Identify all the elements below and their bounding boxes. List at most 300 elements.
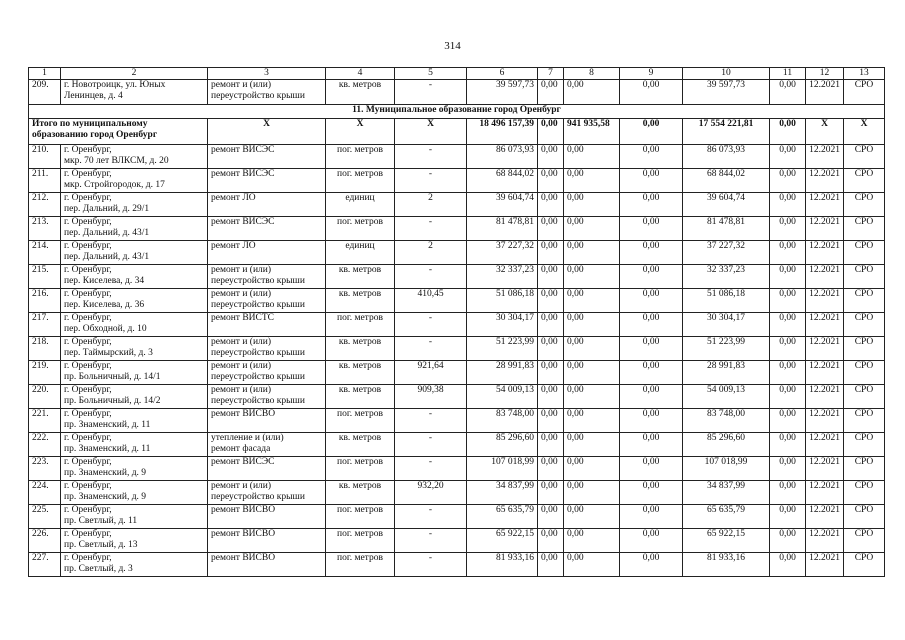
date-cell: 12.2021 xyxy=(806,80,844,105)
table-row xyxy=(29,241,885,265)
row-number-cell: 209. xyxy=(29,80,61,105)
address-cell xyxy=(61,145,208,169)
total-cell: X xyxy=(844,119,885,145)
address-line: г. Оренбург, xyxy=(64,145,112,155)
value-cell: 0,00 xyxy=(620,385,683,409)
value-cell: 0,00 xyxy=(538,169,564,193)
work-type-cell xyxy=(208,457,326,481)
work-type-line: ремонт ВИСТС xyxy=(211,313,275,323)
address-line: г. Оренбург, xyxy=(64,433,112,443)
table-row xyxy=(29,217,885,241)
value-cell: 0,00 xyxy=(620,241,683,265)
address-line: г. Оренбург, xyxy=(64,361,112,371)
total-cell: 0,00 xyxy=(770,119,806,145)
value-cell: 0,00 xyxy=(564,289,620,313)
method-cell: СРО xyxy=(844,265,885,289)
address-line: г. Оренбург, xyxy=(64,217,112,227)
work-type-line: переустройство крыши xyxy=(211,91,305,101)
table-row xyxy=(29,529,885,553)
cost-cell: 83 748,00 xyxy=(467,409,538,433)
unit-cell: единиц xyxy=(326,193,395,217)
value-cell: 0,00 xyxy=(770,529,806,553)
address-line: пр. Светлый, д. 3 xyxy=(64,564,133,574)
work-type-line: ремонт и (или) xyxy=(211,481,272,491)
total-cost-cell: 18 496 157,39 xyxy=(467,119,538,145)
address-line: пр. Знаменский, д. 9 xyxy=(64,492,147,502)
total-cost-cell: 83 748,00 xyxy=(683,409,770,433)
unit-cell: пог. метров xyxy=(326,217,395,241)
value-cell: 0,00 xyxy=(564,265,620,289)
work-type-line: переустройство крыши xyxy=(211,372,305,382)
address-cell xyxy=(61,409,208,433)
table-row xyxy=(29,337,885,361)
address-line: пер. Дальний, д. 43/1 xyxy=(64,228,150,238)
address-line: пер. Киселева, д. 34 xyxy=(64,276,145,286)
method-cell: СРО xyxy=(844,169,885,193)
quantity-cell: - xyxy=(395,80,467,105)
total-cost-cell: 30 304,17 xyxy=(683,313,770,337)
total-cell: X xyxy=(326,119,395,145)
value-cell: 0,00 xyxy=(620,289,683,313)
value-cell: 0,00 xyxy=(770,457,806,481)
value-cell: 0,00 xyxy=(620,409,683,433)
value-cell: 0,00 xyxy=(770,385,806,409)
unit-cell: пог. метров xyxy=(326,553,395,577)
work-type-cell xyxy=(208,169,326,193)
work-type-line: ремонт ВИСВО xyxy=(211,553,276,563)
total-cost-cell: 85 296,60 xyxy=(683,433,770,457)
cost-cell: 51 223,99 xyxy=(467,337,538,361)
work-type-cell xyxy=(208,361,326,385)
date-cell: 12.2021 xyxy=(806,385,844,409)
work-type-cell xyxy=(208,385,326,409)
address-line: пер. Таймырский, д. 3 xyxy=(64,348,153,358)
quantity-cell: - xyxy=(395,433,467,457)
column-number-cell: 8 xyxy=(564,68,620,80)
value-cell: 0,00 xyxy=(538,457,564,481)
work-type-line: ремонт ВИСВО xyxy=(211,505,276,515)
unit-cell: кв. метров xyxy=(326,337,395,361)
row-number-cell: 221. xyxy=(29,409,61,433)
address-line: пр. Светлый, д. 11 xyxy=(64,516,138,526)
address-cell xyxy=(61,481,208,505)
value-cell: 0,00 xyxy=(620,553,683,577)
unit-cell: пог. метров xyxy=(326,169,395,193)
value-cell: 0,00 xyxy=(620,265,683,289)
quantity-cell: - xyxy=(395,529,467,553)
unit-cell: пог. метров xyxy=(326,529,395,553)
total-cost-cell: 81 933,16 xyxy=(683,553,770,577)
work-type-line: переустройство крыши xyxy=(211,300,305,310)
value-cell: 0,00 xyxy=(620,337,683,361)
date-cell: 12.2021 xyxy=(806,529,844,553)
method-cell: СРО xyxy=(844,289,885,313)
row-number-cell: 224. xyxy=(29,481,61,505)
address-line: г. Оренбург, xyxy=(64,289,112,299)
work-type-cell xyxy=(208,433,326,457)
total-cell: X xyxy=(395,119,467,145)
row-number-cell: 223. xyxy=(29,457,61,481)
row-number-cell: 214. xyxy=(29,241,61,265)
method-cell: СРО xyxy=(844,505,885,529)
unit-cell: кв. метров xyxy=(326,385,395,409)
repair-schedule-table xyxy=(28,67,885,577)
value-cell: 0,00 xyxy=(564,433,620,457)
address-line: г. Оренбург, xyxy=(64,481,112,491)
cost-cell: 34 837,99 xyxy=(467,481,538,505)
cost-cell: 51 086,18 xyxy=(467,289,538,313)
value-cell: 0,00 xyxy=(770,409,806,433)
address-cell xyxy=(61,505,208,529)
address-line: пр. Больничный, д. 14/2 xyxy=(64,396,161,406)
work-type-cell xyxy=(208,313,326,337)
unit-cell: пог. метров xyxy=(326,457,395,481)
table-row xyxy=(29,193,885,217)
row-number-cell: 216. xyxy=(29,289,61,313)
method-cell: СРО xyxy=(844,313,885,337)
value-cell: 0,00 xyxy=(770,80,806,105)
date-cell: 12.2021 xyxy=(806,313,844,337)
address-cell xyxy=(61,337,208,361)
date-cell: 12.2021 xyxy=(806,145,844,169)
address-line: пр. Светлый, д. 13 xyxy=(64,540,138,550)
column-number-cell: 6 xyxy=(467,68,538,80)
column-number-cell: 11 xyxy=(770,68,806,80)
cost-cell: 68 844,02 xyxy=(467,169,538,193)
value-cell: 0,00 xyxy=(620,481,683,505)
quantity-cell: - xyxy=(395,217,467,241)
quantity-cell: 909,38 xyxy=(395,385,467,409)
total-cost-cell: 86 073,93 xyxy=(683,145,770,169)
section-title: 11. Муниципальное образование город Оренбург xyxy=(29,105,885,119)
value-cell: 0,00 xyxy=(620,457,683,481)
column-number-cell: 1 xyxy=(29,68,61,80)
quantity-cell: - xyxy=(395,553,467,577)
page-number: 314 xyxy=(444,40,461,52)
date-cell: 12.2021 xyxy=(806,337,844,361)
address-line: пер. Дальний, д. 43/1 xyxy=(64,252,150,262)
row-number-cell: 218. xyxy=(29,337,61,361)
cost-cell: 81 478,81 xyxy=(467,217,538,241)
table-row xyxy=(29,313,885,337)
value-cell: 0,00 xyxy=(620,313,683,337)
work-type-line: ремонт и (или) xyxy=(211,289,272,299)
section-header-row xyxy=(29,105,885,119)
address-line: г. Оренбург, xyxy=(64,313,112,323)
value-cell: 0,00 xyxy=(538,529,564,553)
total-cell: X xyxy=(208,119,326,145)
quantity-cell: - xyxy=(395,409,467,433)
value-cell: 0,00 xyxy=(564,80,620,105)
work-type-cell xyxy=(208,409,326,433)
work-type-line: ремонт ЛО xyxy=(211,193,256,203)
unit-cell: кв. метров xyxy=(326,289,395,313)
address-line: г. Новотроицк, ул. Юных xyxy=(64,80,166,90)
value-cell: 0,00 xyxy=(770,289,806,313)
total-cost-cell: 65 922,15 xyxy=(683,529,770,553)
unit-cell: пог. метров xyxy=(326,313,395,337)
value-cell: 0,00 xyxy=(770,217,806,241)
address-line: пр. Знаменский, д. 11 xyxy=(64,444,151,454)
row-number-cell: 222. xyxy=(29,433,61,457)
value-cell: 0,00 xyxy=(538,553,564,577)
cost-cell: 30 304,17 xyxy=(467,313,538,337)
table-row xyxy=(29,457,885,481)
address-cell xyxy=(61,553,208,577)
quantity-cell: 2 xyxy=(395,193,467,217)
method-cell: СРО xyxy=(844,457,885,481)
date-cell: 12.2021 xyxy=(806,265,844,289)
date-cell: 12.2021 xyxy=(806,193,844,217)
value-cell: 0,00 xyxy=(538,193,564,217)
address-cell xyxy=(61,529,208,553)
work-type-line: ремонт ЛО xyxy=(211,241,256,251)
work-type-line: ремонт и (или) xyxy=(211,361,272,371)
column-number-cell: 3 xyxy=(208,68,326,80)
address-line: г. Оренбург, xyxy=(64,169,112,179)
value-cell: 0,00 xyxy=(564,505,620,529)
column-number-cell: 7 xyxy=(538,68,564,80)
work-type-line: переустройство крыши xyxy=(211,348,305,358)
column-number-cell: 12 xyxy=(806,68,844,80)
unit-cell: кв. метров xyxy=(326,265,395,289)
value-cell: 0,00 xyxy=(620,217,683,241)
address-line: г. Оренбург, xyxy=(64,337,112,347)
total-cost-cell: 51 086,18 xyxy=(683,289,770,313)
total-cost-cell: 37 227,32 xyxy=(683,241,770,265)
work-type-line: ремонт ВИСЭС xyxy=(211,217,275,227)
row-number-cell: 211. xyxy=(29,169,61,193)
value-cell: 0,00 xyxy=(538,337,564,361)
address-line: г. Оренбург, xyxy=(64,241,112,251)
value-cell: 0,00 xyxy=(538,385,564,409)
value-cell: 0,00 xyxy=(770,241,806,265)
value-cell: 0,00 xyxy=(620,169,683,193)
value-cell: 0,00 xyxy=(564,385,620,409)
cost-cell: 65 922,15 xyxy=(467,529,538,553)
value-cell: 0,00 xyxy=(564,457,620,481)
method-cell: СРО xyxy=(844,481,885,505)
address-line: пр. Больничный, д. 14/1 xyxy=(64,372,161,382)
value-cell: 0,00 xyxy=(564,193,620,217)
quantity-cell: 921,64 xyxy=(395,361,467,385)
value-cell: 0,00 xyxy=(770,433,806,457)
work-type-line: переустройство крыши xyxy=(211,276,305,286)
date-cell: 12.2021 xyxy=(806,217,844,241)
unit-cell: кв. метров xyxy=(326,80,395,105)
table-row xyxy=(29,361,885,385)
method-cell: СРО xyxy=(844,80,885,105)
method-cell: СРО xyxy=(844,241,885,265)
row-number-cell: 227. xyxy=(29,553,61,577)
value-cell: 0,00 xyxy=(620,145,683,169)
method-cell: СРО xyxy=(844,337,885,361)
total-label-line: Итого по муниципальному xyxy=(32,119,148,129)
value-cell: 0,00 xyxy=(564,337,620,361)
table-row xyxy=(29,169,885,193)
row-number-cell: 219. xyxy=(29,361,61,385)
row-number-cell: 226. xyxy=(29,529,61,553)
address-cell xyxy=(61,289,208,313)
work-type-line: ремонт и (или) xyxy=(211,80,272,90)
column-number-cell: 4 xyxy=(326,68,395,80)
total-cell: 941 935,58 xyxy=(564,119,620,145)
method-cell: СРО xyxy=(844,529,885,553)
value-cell: 0,00 xyxy=(770,313,806,337)
total-label-cell xyxy=(29,119,208,145)
work-type-line: переустройство крыши xyxy=(211,396,305,406)
address-line: пер. Киселева, д. 36 xyxy=(64,300,145,310)
quantity-cell: - xyxy=(395,505,467,529)
method-cell: СРО xyxy=(844,193,885,217)
value-cell: 0,00 xyxy=(620,433,683,457)
value-cell: 0,00 xyxy=(620,193,683,217)
address-line: г. Оренбург, xyxy=(64,193,112,203)
address-line: мкр. Стройгородок, д. 17 xyxy=(64,180,165,190)
method-cell: СРО xyxy=(844,553,885,577)
work-type-line: ремонт ВИСЭС xyxy=(211,457,275,467)
total-cell: 0,00 xyxy=(538,119,564,145)
cost-cell: 37 227,32 xyxy=(467,241,538,265)
table-row xyxy=(29,409,885,433)
address-cell xyxy=(61,217,208,241)
value-cell: 0,00 xyxy=(564,409,620,433)
work-type-cell xyxy=(208,481,326,505)
total-row xyxy=(29,119,885,145)
method-cell: СРО xyxy=(844,145,885,169)
row-number-cell: 217. xyxy=(29,313,61,337)
unit-cell: кв. метров xyxy=(326,481,395,505)
table-row xyxy=(29,385,885,409)
address-line: мкр. 70 лет ВЛКСМ, д. 20 xyxy=(64,156,169,166)
address-cell xyxy=(61,241,208,265)
cost-cell: 39 597,73 xyxy=(467,80,538,105)
value-cell: 0,00 xyxy=(538,241,564,265)
unit-cell: пог. метров xyxy=(326,145,395,169)
value-cell: 0,00 xyxy=(538,409,564,433)
value-cell: 0,00 xyxy=(770,145,806,169)
method-cell: СРО xyxy=(844,385,885,409)
quantity-cell: 932,20 xyxy=(395,481,467,505)
work-type-cell xyxy=(208,265,326,289)
total-cost-cell: 34 837,99 xyxy=(683,481,770,505)
date-cell: 12.2021 xyxy=(806,361,844,385)
method-cell: СРО xyxy=(844,409,885,433)
cost-cell: 32 337,23 xyxy=(467,265,538,289)
table-row xyxy=(29,265,885,289)
table-row xyxy=(29,505,885,529)
value-cell: 0,00 xyxy=(564,217,620,241)
work-type-line: ремонт ВИСЭС xyxy=(211,145,275,155)
value-cell: 0,00 xyxy=(620,529,683,553)
cost-cell: 65 635,79 xyxy=(467,505,538,529)
address-line: г. Оренбург, xyxy=(64,457,112,467)
column-number-cell: 5 xyxy=(395,68,467,80)
row-number-cell: 225. xyxy=(29,505,61,529)
table-row xyxy=(29,433,885,457)
cost-cell: 54 009,13 xyxy=(467,385,538,409)
method-cell: СРО xyxy=(844,217,885,241)
address-line: пер. Дальний, д. 29/1 xyxy=(64,204,150,214)
address-cell xyxy=(61,313,208,337)
total-cost-cell: 68 844,02 xyxy=(683,169,770,193)
value-cell: 0,00 xyxy=(770,481,806,505)
work-type-line: ремонт и (или) xyxy=(211,337,272,347)
date-cell: 12.2021 xyxy=(806,481,844,505)
value-cell: 0,00 xyxy=(564,481,620,505)
table-row xyxy=(29,481,885,505)
value-cell: 0,00 xyxy=(620,80,683,105)
address-cell xyxy=(61,433,208,457)
value-cell: 0,00 xyxy=(538,145,564,169)
value-cell: 0,00 xyxy=(564,169,620,193)
column-number-cell: 9 xyxy=(620,68,683,80)
date-cell: 12.2021 xyxy=(806,457,844,481)
total-cost-cell: 81 478,81 xyxy=(683,217,770,241)
total-cost-cell: 28 991,83 xyxy=(683,361,770,385)
value-cell: 0,00 xyxy=(770,361,806,385)
work-type-cell xyxy=(208,80,326,105)
column-number-cell: 2 xyxy=(61,68,208,80)
cost-cell: 107 018,99 xyxy=(467,457,538,481)
cost-cell: 86 073,93 xyxy=(467,145,538,169)
column-number-cell: 13 xyxy=(844,68,885,80)
value-cell: 0,00 xyxy=(538,505,564,529)
table-row xyxy=(29,289,885,313)
quantity-cell: 2 xyxy=(395,241,467,265)
row-number-cell: 213. xyxy=(29,217,61,241)
address-cell xyxy=(61,80,208,105)
row-number-cell: 215. xyxy=(29,265,61,289)
row-number-cell: 220. xyxy=(29,385,61,409)
total-cell: 17 554 221,81 xyxy=(683,119,770,145)
unit-cell: пог. метров xyxy=(326,505,395,529)
cost-cell: 85 296,60 xyxy=(467,433,538,457)
quantity-cell: - xyxy=(395,265,467,289)
work-type-cell xyxy=(208,145,326,169)
total-cell: X xyxy=(806,119,844,145)
value-cell: 0,00 xyxy=(564,361,620,385)
cost-cell: 28 991,83 xyxy=(467,361,538,385)
value-cell: 0,00 xyxy=(564,145,620,169)
unit-cell: кв. метров xyxy=(326,361,395,385)
table-row xyxy=(29,80,885,105)
total-cost-cell: 65 635,79 xyxy=(683,505,770,529)
value-cell: 0,00 xyxy=(538,289,564,313)
date-cell: 12.2021 xyxy=(806,553,844,577)
value-cell: 0,00 xyxy=(770,265,806,289)
value-cell: 0,00 xyxy=(620,505,683,529)
quantity-cell: - xyxy=(395,145,467,169)
address-cell xyxy=(61,457,208,481)
cost-cell: 81 933,16 xyxy=(467,553,538,577)
address-line: г. Оренбург, xyxy=(64,505,112,515)
work-type-line: ремонт ВИСЭС xyxy=(211,169,275,179)
value-cell: 0,00 xyxy=(770,337,806,361)
work-type-line: переустройство крыши xyxy=(211,492,305,502)
value-cell: 0,00 xyxy=(564,529,620,553)
value-cell: 0,00 xyxy=(564,313,620,337)
work-type-line: утепление и (или) xyxy=(211,433,284,443)
work-type-cell xyxy=(208,529,326,553)
work-type-cell xyxy=(208,193,326,217)
row-number-cell: 210. xyxy=(29,145,61,169)
value-cell: 0,00 xyxy=(564,553,620,577)
address-line: пер. Обходной, д. 10 xyxy=(64,324,147,334)
address-line: г. Оренбург, xyxy=(64,529,112,539)
address-cell xyxy=(61,265,208,289)
value-cell: 0,00 xyxy=(538,313,564,337)
